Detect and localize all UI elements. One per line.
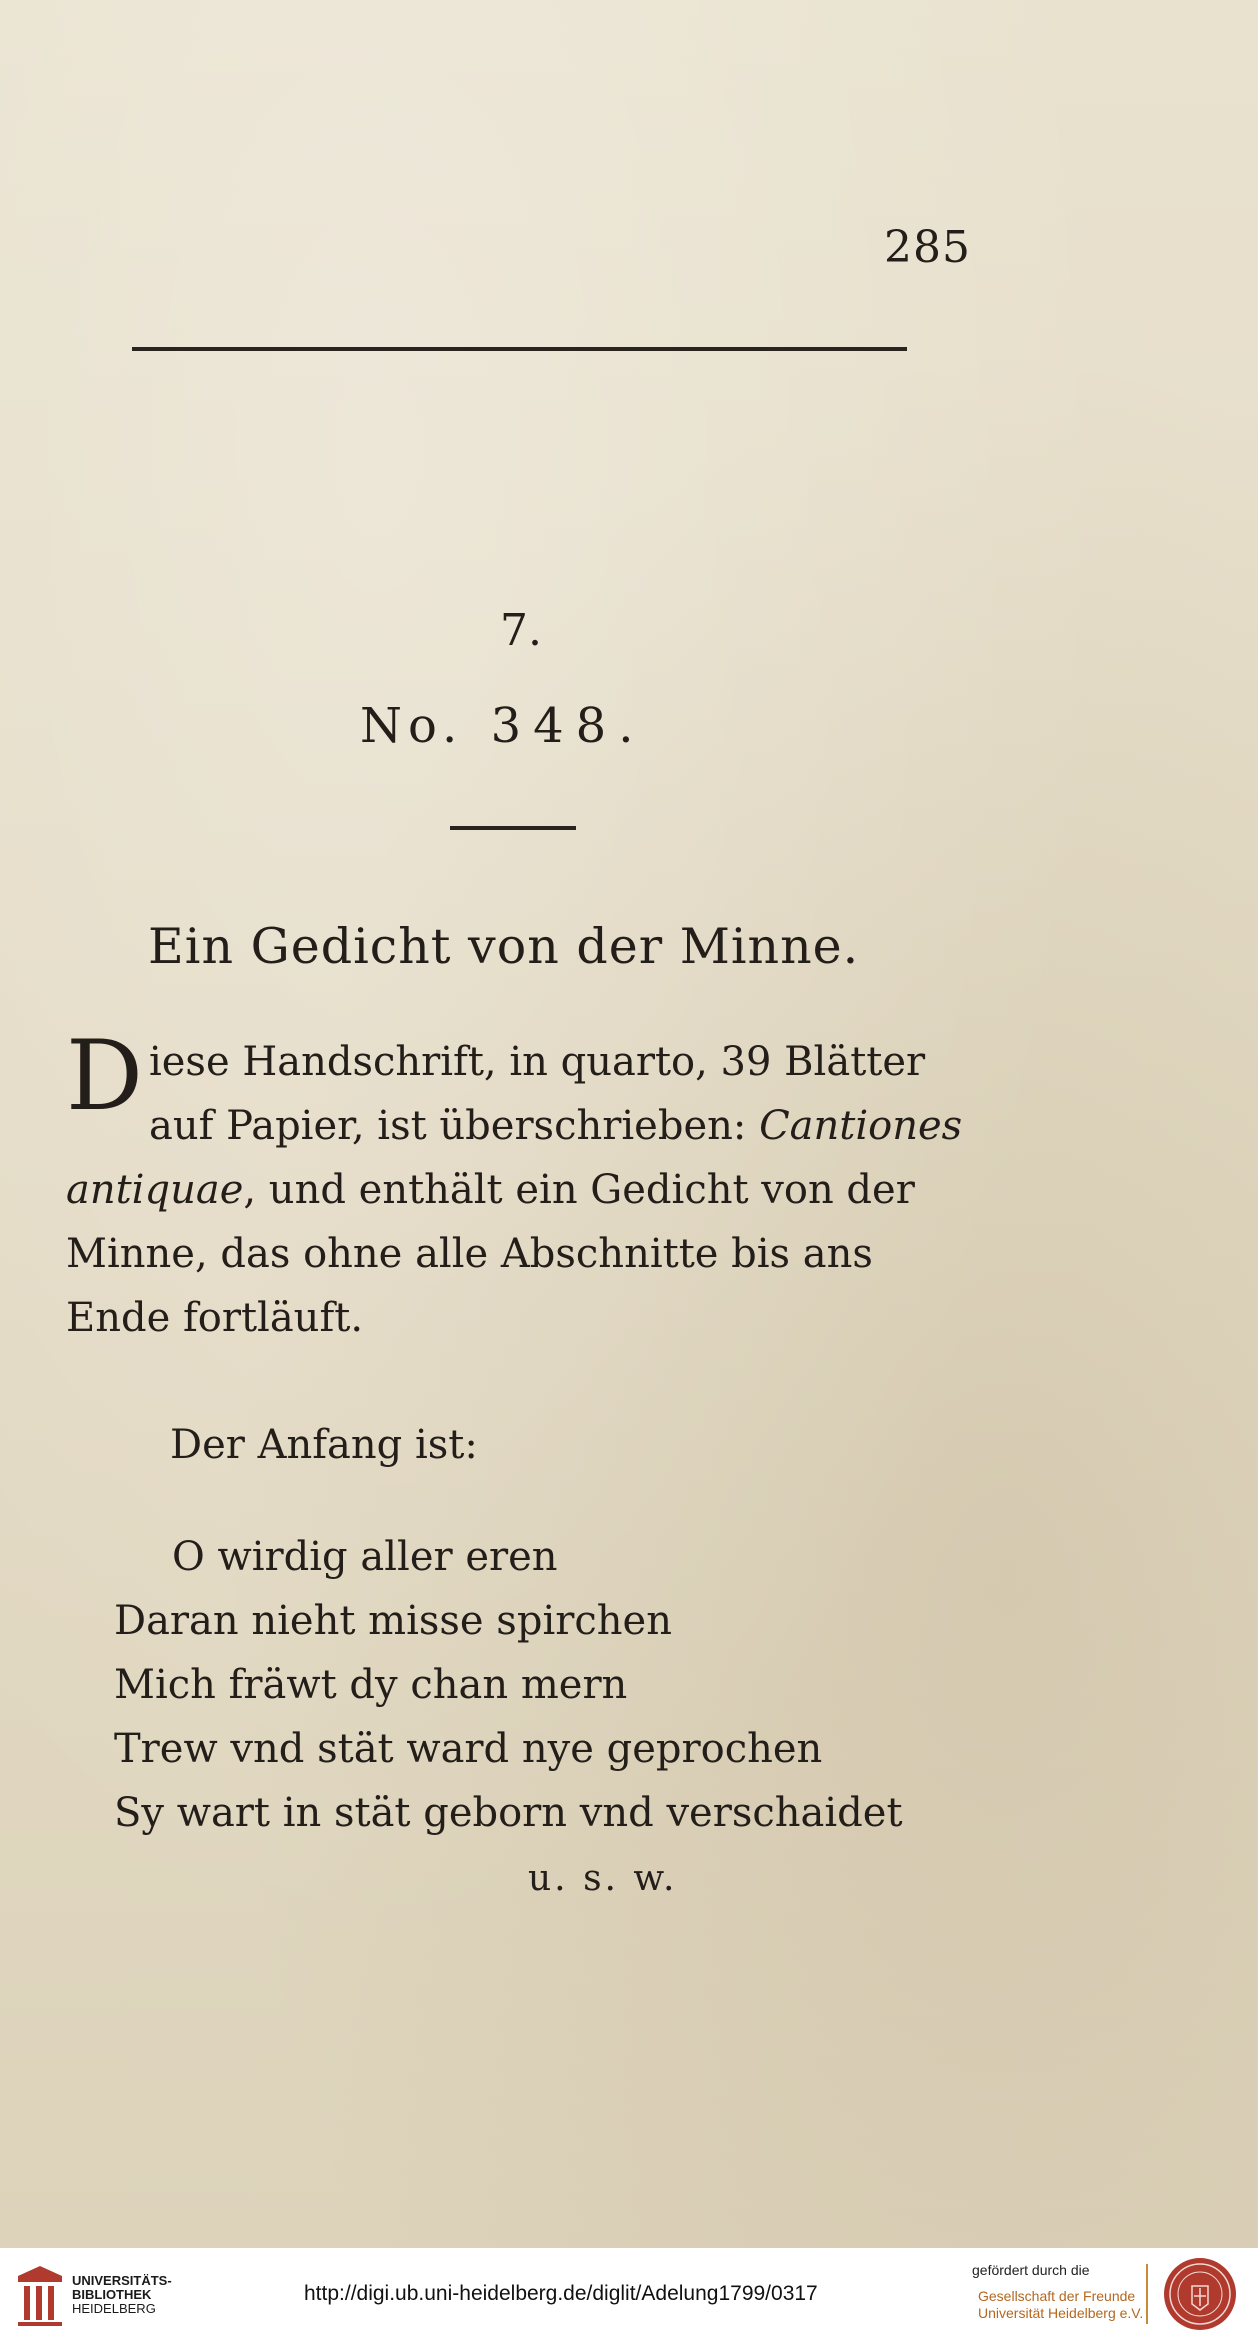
description-paragraph: [66, 1020, 966, 1350]
verse-line: Daran nieht misse spirchen: [114, 1598, 672, 1644]
document-number-prefix: No.: [360, 698, 464, 754]
beginning-label: Der Anfang ist:: [170, 1422, 478, 1468]
support-label: gefördert durch die: [972, 2262, 1090, 2278]
library-logo-icon: [14, 2262, 66, 2326]
university-seal-icon: [1162, 2256, 1238, 2332]
library-name-line: UNIVERSITÄTS-: [72, 2273, 172, 2288]
top-rule: [132, 347, 907, 351]
verse-line: Trew vnd stät ward nye geprochen: [114, 1726, 823, 1772]
etc-abbreviation: u. s. w.: [528, 1858, 678, 1899]
verse-line: Mich fräwt dy chan mern: [114, 1662, 628, 1708]
paragraph-italic-title: Cantiones antiquae: [66, 1103, 963, 1213]
short-rule: [450, 826, 576, 830]
verse-line: O wirdig aller eren: [172, 1534, 558, 1580]
library-name-line: BIBLIOTHEK: [72, 2287, 152, 2302]
sponsor-name[interactable]: [978, 2288, 1143, 2322]
library-name-line: HEIDELBERG: [72, 2301, 156, 2316]
paragraph-text-part-1: iese Handschrift, in quarto, 39 Blätter auf Papier, ist überschrieben:: [148, 1039, 926, 1149]
page-number: 285: [884, 222, 971, 273]
verse-quote: [114, 1525, 994, 1845]
document-number: [360, 698, 645, 754]
permalink-url[interactable]: http://digi.ub.uni-heidelberg.de/diglit/Adelung1799/0317: [304, 2282, 818, 2305]
verse-line: Sy wart in stät geborn vnd verschaidet: [114, 1790, 903, 1836]
section-heading: Ein Gedicht von der Minne.: [148, 918, 860, 975]
footer-divider: [1146, 2264, 1148, 2324]
sponsor-line: Universität Heidelberg e.V.: [978, 2305, 1144, 2321]
document-number-value: 348.: [490, 698, 646, 754]
footer-bar: [0, 2248, 1258, 2339]
drop-cap: D: [66, 1020, 143, 1132]
section-number: 7.: [500, 605, 542, 656]
sponsor-line: Gesellschaft der Freunde: [978, 2288, 1136, 2304]
library-name: [72, 2274, 172, 2316]
paragraph-text-part-2: , und enthält ein Gedicht von der Minne, das ohne alle Abschnitte bis ans Ende fortläuft.: [66, 1167, 915, 1341]
